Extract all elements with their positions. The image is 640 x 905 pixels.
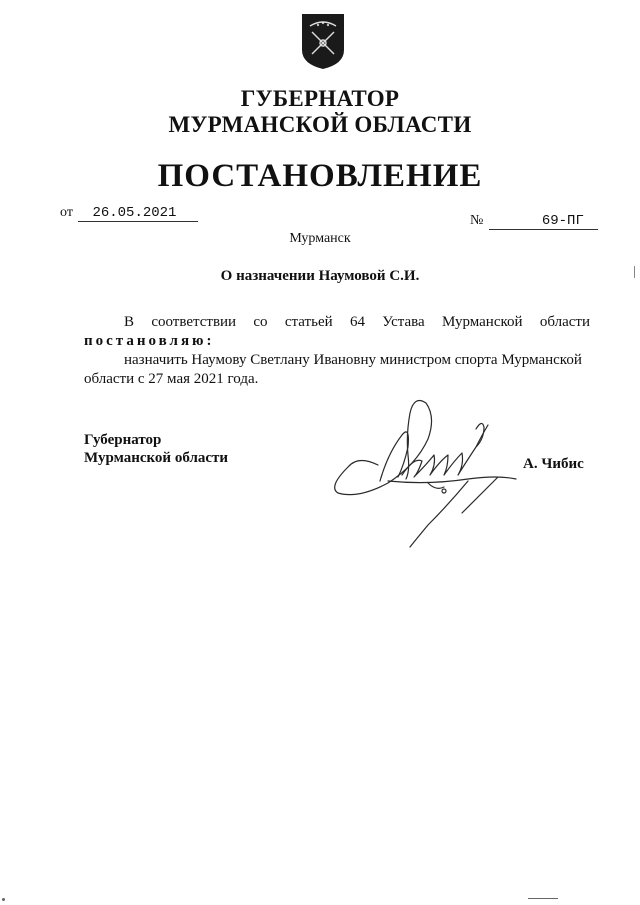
body-paragraph-1: В соответствии со статьей 64 Устава Мурманской области: [124, 314, 590, 330]
number-value: 69-ПГ: [489, 213, 598, 230]
issuer-title-line1: ГУБЕРНАТОР: [240, 86, 400, 111]
signer-name: А. Чибис: [523, 456, 584, 472]
number-row: [470, 213, 598, 230]
date-value: 26.05.2021: [78, 205, 198, 222]
body-paragraph-2: назначить Наумову Светлану Ивановну министром спорта Мурманской области с 27 мая 2021 года.: [84, 352, 582, 387]
signer-title-line2: Мурманской области: [84, 450, 229, 466]
decree-word: постановляю:: [84, 333, 215, 349]
signer-title-line1: Губернатор: [84, 432, 162, 448]
date-prefix: от: [60, 205, 73, 220]
city-name: Мурманск: [289, 231, 351, 246]
scan-mark: [634, 266, 635, 278]
signer-title: [84, 431, 228, 467]
handwritten-signature: [318, 395, 528, 555]
scan-mark: [528, 898, 558, 899]
document-subject: О назначении Наумовой С.И.: [220, 268, 420, 284]
number-prefix: №: [470, 213, 484, 228]
scan-mark: [2, 898, 5, 901]
document-type-title: ПОСТАНОВЛЕНИЕ: [157, 158, 483, 194]
document-body: [84, 313, 590, 389]
issuer-title-line2: МУРМАНСКОЙ ОБЛАСТИ: [168, 112, 472, 137]
coat-of-arms-icon: [300, 12, 346, 70]
date-row: [60, 205, 198, 222]
